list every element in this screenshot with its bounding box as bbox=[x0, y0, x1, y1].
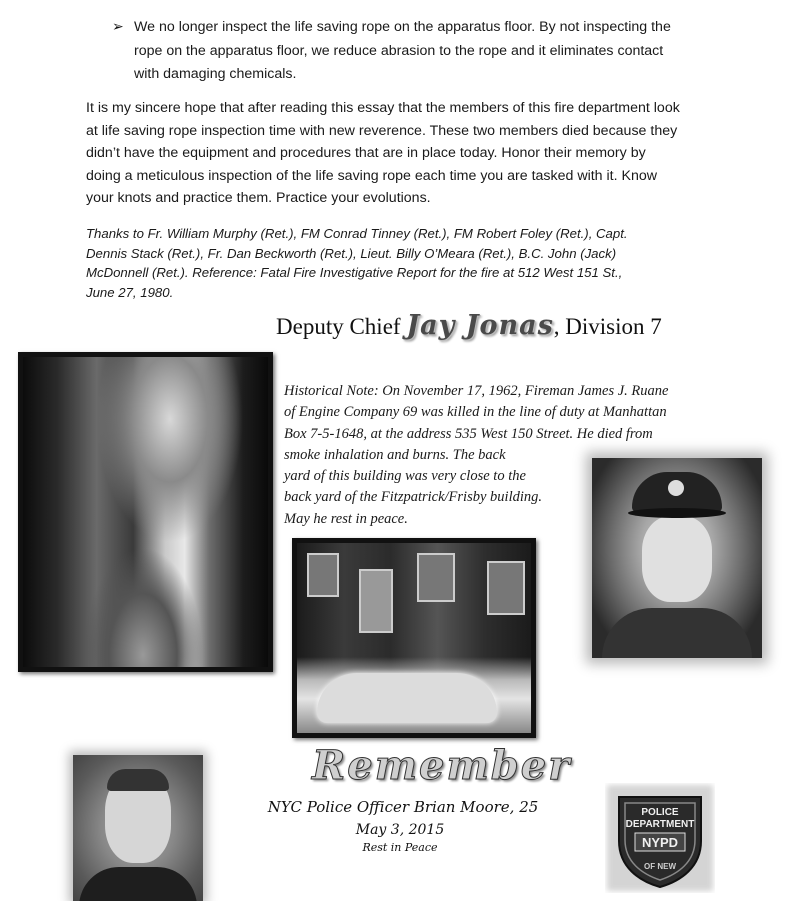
bullet-line: with damaging chemicals. bbox=[134, 66, 297, 82]
thanks-line: McDonnell (Ret.). Reference: Fatal Fire Investigative Report for the fire at 512 West 151 St., bbox=[86, 265, 623, 280]
officer-portrait-photo bbox=[73, 755, 203, 901]
paragraph-line: at life saving rope inspection time with new reverence. These two members died because they bbox=[86, 122, 678, 139]
historical-note-line: Box 7-5-1648, at the address 535 West 150 Street. He died from bbox=[284, 425, 653, 442]
memorial-name: NYC Police Officer Brian Moore, 25 bbox=[267, 798, 539, 816]
paragraph-line: your knots and practice them. Practice your evolutions. bbox=[86, 190, 431, 206]
historical-note-line: Historical Note: On November 17, 1962, Fireman James J. Ruane bbox=[284, 383, 669, 399]
bullet-line: rope on the apparatus floor, we reduce abrasion to the rope and it eliminates contact bbox=[134, 42, 664, 59]
badge-text-ring: OF NEW bbox=[644, 862, 676, 871]
paragraph-line: doing a meticulous inspection of the life saving rope each time you are tasked with it. Know bbox=[86, 167, 657, 184]
historical-note-line: yard of this building was very close to the bbox=[284, 468, 526, 485]
thanks-line: June 27, 1980. bbox=[86, 284, 174, 300]
remember-title: Remember bbox=[312, 742, 572, 789]
historical-note-line: of Engine Company 69 was killed in the line of duty at Manhattan bbox=[284, 404, 667, 421]
historical-note-line: May he rest in peace. bbox=[284, 510, 408, 527]
badge-text-middle: DEPARTMENT bbox=[625, 819, 695, 830]
memorial-rip: Rest in Peace bbox=[362, 841, 438, 854]
historical-note-line: smoke inhalation and burns. The back bbox=[284, 446, 506, 463]
bullet-line: We no longer inspect the life saving rope on the apparatus floor. By not inspecting the bbox=[134, 19, 671, 35]
bullet-arrow-icon: ➢ bbox=[112, 18, 124, 34]
thanks-line: Thanks to Fr. William Murphy (Ret.), FM Conrad Tinney (Ret.), FM Robert Foley (Ret.), Capt. bbox=[86, 226, 628, 241]
fireman-portrait-photo bbox=[592, 458, 762, 658]
closing-paragraph bbox=[86, 97, 726, 210]
signature-suffix: , Division 7 bbox=[553, 314, 662, 339]
badge-text-bottom: NYPD bbox=[641, 835, 679, 850]
signature-prefix: Deputy Chief bbox=[276, 314, 407, 339]
signature-name: Jay Jonas bbox=[406, 310, 554, 341]
acknowledgements bbox=[86, 224, 726, 302]
paragraph-line: It is my sincere hope that after reading this essay that the members of this fire department look bbox=[86, 100, 680, 116]
bullet-text bbox=[134, 16, 734, 87]
nypd-badge-icon bbox=[605, 783, 715, 893]
street-scene-photo bbox=[292, 538, 536, 738]
author-signature bbox=[276, 310, 662, 341]
fire-hallway-photo bbox=[18, 352, 273, 672]
memorial-date: May 3, 2015 bbox=[355, 822, 445, 838]
thanks-line: Dennis Stack (Ret.), Fr. Dan Beckworth (Ret.), Lieut. Billy O’Meara (Ret.), B.C. John (Jack) bbox=[86, 245, 617, 261]
badge-text-top: POLICE bbox=[641, 807, 679, 818]
historical-note-line: back yard of the Fitzpatrick/Frisby building. bbox=[284, 489, 543, 506]
paragraph-line: didn’t have the equipment and procedures that are in place today. Honor their memory by bbox=[86, 145, 646, 161]
